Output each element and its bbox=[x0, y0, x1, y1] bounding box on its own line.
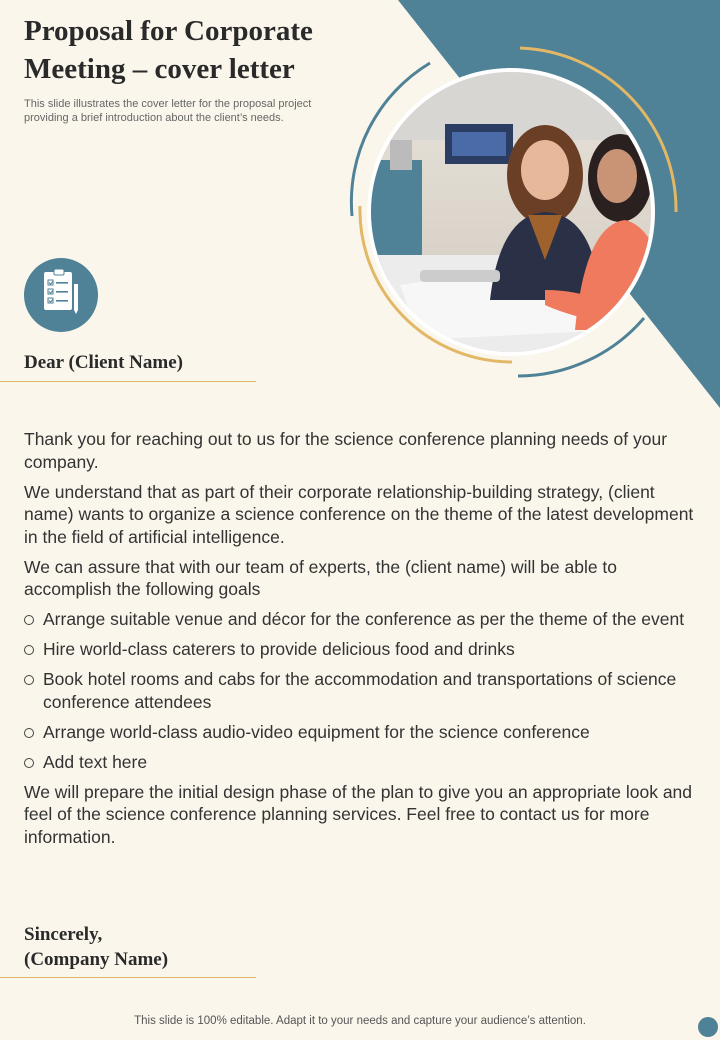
goal-text: Arrange suitable venue and décor for the conference as per the theme of the event bbox=[43, 609, 685, 629]
circle-bullet-icon bbox=[24, 615, 34, 625]
circle-bullet-icon bbox=[24, 728, 34, 738]
goal-text: Hire world-class caterers to provide delicious food and drinks bbox=[43, 639, 515, 659]
greeting-divider bbox=[0, 381, 256, 382]
footer-note: This slide is 100% editable. Adapt it to your needs and capture your audience’s attention. bbox=[134, 1015, 586, 1027]
letter-signoff bbox=[24, 922, 168, 972]
closing-paragraph: We will prepare the initial design phase of the plan to give you an appropriate look and feel of the science conference planning services. Feel free to contact us for more information. bbox=[24, 781, 693, 847]
goal-text: Add text here bbox=[43, 751, 148, 772]
list-item bbox=[24, 608, 694, 631]
circle-bullet-icon bbox=[24, 675, 34, 685]
letter-body bbox=[24, 428, 694, 856]
intro-paragraph-3: We can assure that with our team of experts, the (client name) will be able to accomplish the following goals bbox=[24, 556, 618, 599]
list-item bbox=[24, 751, 694, 774]
circle-bullet-icon bbox=[24, 645, 34, 655]
list-item bbox=[24, 638, 694, 661]
list-item bbox=[24, 668, 694, 713]
goal-text: Book hotel rooms and cabs for the accommodation and transportations of science conference attendees bbox=[43, 669, 677, 712]
goals-list bbox=[24, 608, 694, 773]
letter-greeting: Dear (Client Name) bbox=[24, 352, 183, 373]
intro-paragraph-1: Thank you for reaching out to us for the science conference planning needs of your company. bbox=[24, 429, 668, 472]
page-subtitle: This slide illustrates the cover letter for the proposal project providing a brief introduction about the client’s needs. bbox=[24, 98, 312, 124]
intro-paragraph-2: We understand that as part of their corporate relationship-building strategy, (client name) wants to organize a science conference on the theme of the latest development in the field of artificial intelligence. bbox=[24, 481, 694, 547]
signoff-line: Sincerely, bbox=[24, 924, 103, 945]
company-name: (Company Name) bbox=[24, 949, 169, 970]
signoff-divider bbox=[0, 977, 256, 978]
page-title-line2: Meeting – cover letter bbox=[24, 53, 295, 85]
list-item bbox=[24, 721, 694, 744]
circle-bullet-icon bbox=[24, 758, 34, 768]
page-title bbox=[24, 12, 384, 88]
page-title-line1: Proposal for Corporate bbox=[24, 15, 313, 47]
clipboard-checklist-icon bbox=[24, 258, 98, 332]
goal-text: Arrange world-class audio-video equipment for the science conference bbox=[43, 721, 590, 742]
corner-dot bbox=[698, 1017, 718, 1037]
